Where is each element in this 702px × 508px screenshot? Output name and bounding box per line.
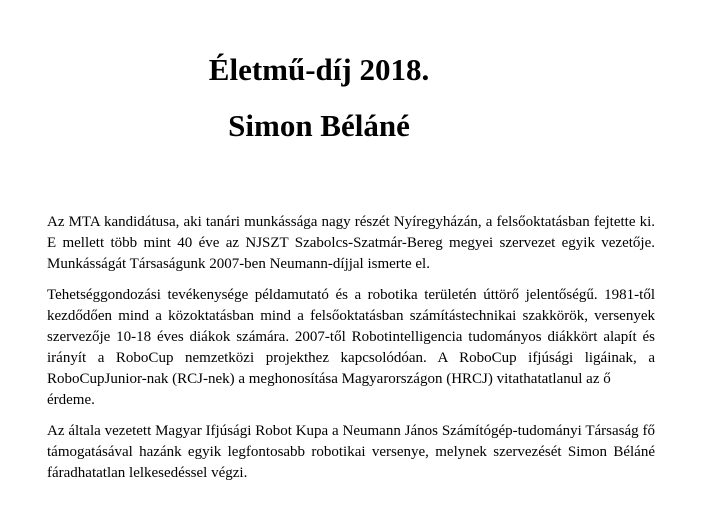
- paragraph: [47, 212, 655, 275]
- paragraph: [47, 285, 655, 411]
- text-line: Munkásságát Társaságunk 2007-ben Neumann-díjjal ismerte el.: [47, 256, 430, 272]
- document-subtitle: Simon Béláné: [228, 108, 410, 143]
- text-line: Az általa vezetett Magyar Ifjúsági Robot Kupa a Neumann János Számítógép-tudományi Társaság fő: [47, 423, 655, 439]
- text-line: Az MTA kandidátusa, aki tanári munkássága nagy részét Nyíregyházán, a felsőoktatásban fejtette ki.: [47, 214, 655, 230]
- text-line: E mellett több mint 40 éve az NJSZT Szabolcs-Szatmár-Bereg megyei szervezet egyik vezetője.: [47, 235, 655, 251]
- document-title: Életmű-díj 2018.: [208, 52, 430, 87]
- text-line: támogatásával hazánk egyik legfontosabb robotikai versenye, melynek szervezését Simon Béláné: [47, 444, 655, 460]
- text-line: szervezője 10-18 éves diákok számára. 2007-től Robotintelligencia tudományos diákkört alapít és: [47, 329, 655, 345]
- text-line: irányít a RoboCup nemzetközi projekthez kapcsolódóan. A RoboCup ifjúsági ligáinak, a: [47, 350, 655, 366]
- paragraph: [47, 421, 655, 484]
- text-line: RoboCupJunior-nak (RCJ-nek) a meghonosítása Magyarországon (HRCJ) vitathatatlanul az ő érdeme.: [47, 371, 611, 408]
- text-line: fáradhatatlan lelkesedéssel végzi.: [47, 465, 248, 481]
- text-line: kezdődően mind a közoktatásban mind a felsőoktatásban számítástechnikai szakkörök, versenyek: [47, 308, 655, 324]
- document-body: [47, 212, 655, 484]
- text-line: Tehetséggondozási tevékenysége példamutató és a robotika területén úttörő jelentőségű. 1981-től: [47, 287, 655, 303]
